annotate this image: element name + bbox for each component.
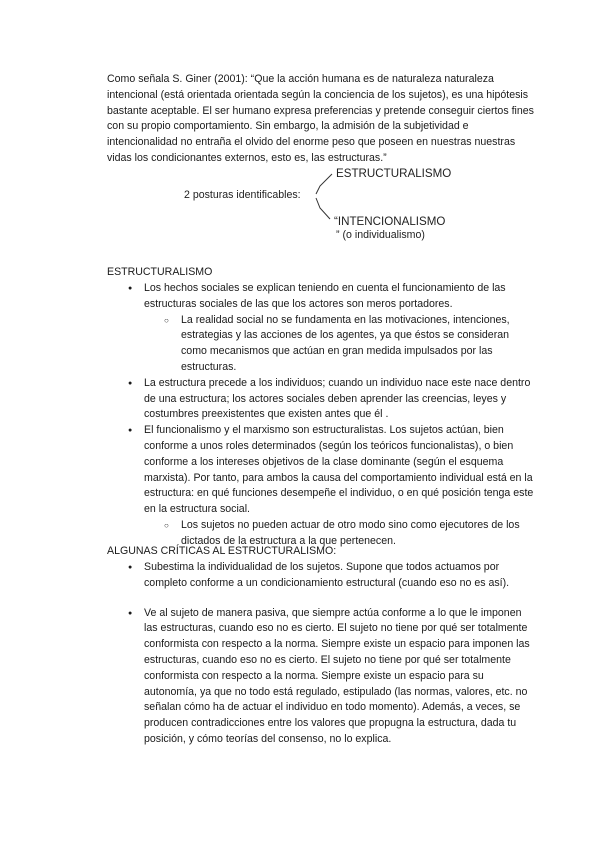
sub-list-item: [107, 313, 537, 376]
list-item: [107, 606, 537, 748]
estructuralismo-list: [107, 281, 537, 550]
list-item: [107, 423, 537, 518]
section-title-criticas: ALGUNAS CRÍTICAS AL ESTRUCTURALISMO:: [107, 545, 337, 557]
list-item-text: ● El funcionalismo y el marxismo son estructuralistas. Los sujetos actúan, bien conforme a unos roles determinados (según los teóricos funcionalistas), o bien conforme a los intereses objetivos de la clase dominante (según el esquema marxista). Por tanto, para ambos la causa del comportamiento individual está en la estructura: en qué funciones desempeñe el individuo, o en qué posición tenga este en la estructura social.: [144, 424, 534, 516]
list-item-text: ● Ve al sujeto de manera pasiva, que siempre actúa conforme a lo que le imponen las estructuras, cuando eso no es cierto. El sujeto no tiene por qué ser totalmente conformista con respecto a la norma. Siempre existe un espacio para imponen las estructuras, cuando eso no es cierto. El sujeto no tiene por qué ser totalmente conformista con respecto a la norma. Siempre existe un espacio para su autonomía, ya que no todo está regulado, estipulado (las normas, valores, etc. no señalan cómo ha de actuar el individuo en todo momento). Además, a veces, se producen contradicciones entre los valores que propugna la estructura, dada tu posición, y cómo teorías del consenso, no lo explica.: [144, 606, 530, 745]
list-item-text: ● Subestima la individualidad de los sujetos. Supone que todos actuamos por completo conforme a un condicionamiento estructural (cuando eso no es así).: [144, 561, 510, 589]
list-spacer: [107, 592, 537, 606]
diagram-left-label: 2 posturas identificables:: [184, 189, 301, 201]
postures-diagram: [180, 164, 480, 250]
diagram-bottom-branch-line2: ” (o individualismo): [336, 229, 425, 241]
list-item-text: ● Los hechos sociales se explican teniendo en cuenta el funcionamiento de las estructuras sociales de las que los actores son meros portadores.: [144, 282, 506, 310]
intro-paragraph: Como señala S. Giner (2001): “Que la acción humana es de naturaleza naturaleza intencional (está orientada orientada según la conciencia de los sujetos), es una hipótesis bastante aceptable. El ser humano expresa preferencias y pretende conseguir ciertos fines con su propio comportamiento. Sin embargo, la admisión de la subjetividad e intencionalidad no entraña el olvido del enorme peso que poseen en nuestras nuestras vidas los condicionantes externos, esto es, las estructuras.”: [107, 73, 534, 164]
list-item: [107, 560, 537, 592]
diagram-bottom-branch-line1: “INTENCIONALISMO: [334, 215, 446, 228]
criticas-list: [107, 560, 537, 748]
list-item: [107, 376, 537, 423]
list-item-text: ● La estructura precede a los individuos; cuando un individuo nace este nace dentro de una estructura; los actores sociales deben aprender las creencias, leyes y costumbres preexistentes que existen antes que él .: [144, 376, 531, 421]
section-title-estructuralismo: ESTRUCTURALISMO: [107, 266, 213, 278]
sub-list-item-text: ○ Los sujetos no pueden actuar de otro modo sino como ejecutores de los dictados de la estructura a la que pertenecen.: [181, 518, 520, 547]
sub-list-item-text: ○ La realidad social no se fundamenta en las motivaciones, intenciones, estrategias y las acciones de los agentes, ya que éstos se consideran como mecanismos que actúan en gran medida impulsados por las estructuras.: [181, 313, 510, 373]
list-item: [107, 281, 537, 313]
diagram-top-branch: ESTRUCTURALISMO: [336, 167, 452, 180]
